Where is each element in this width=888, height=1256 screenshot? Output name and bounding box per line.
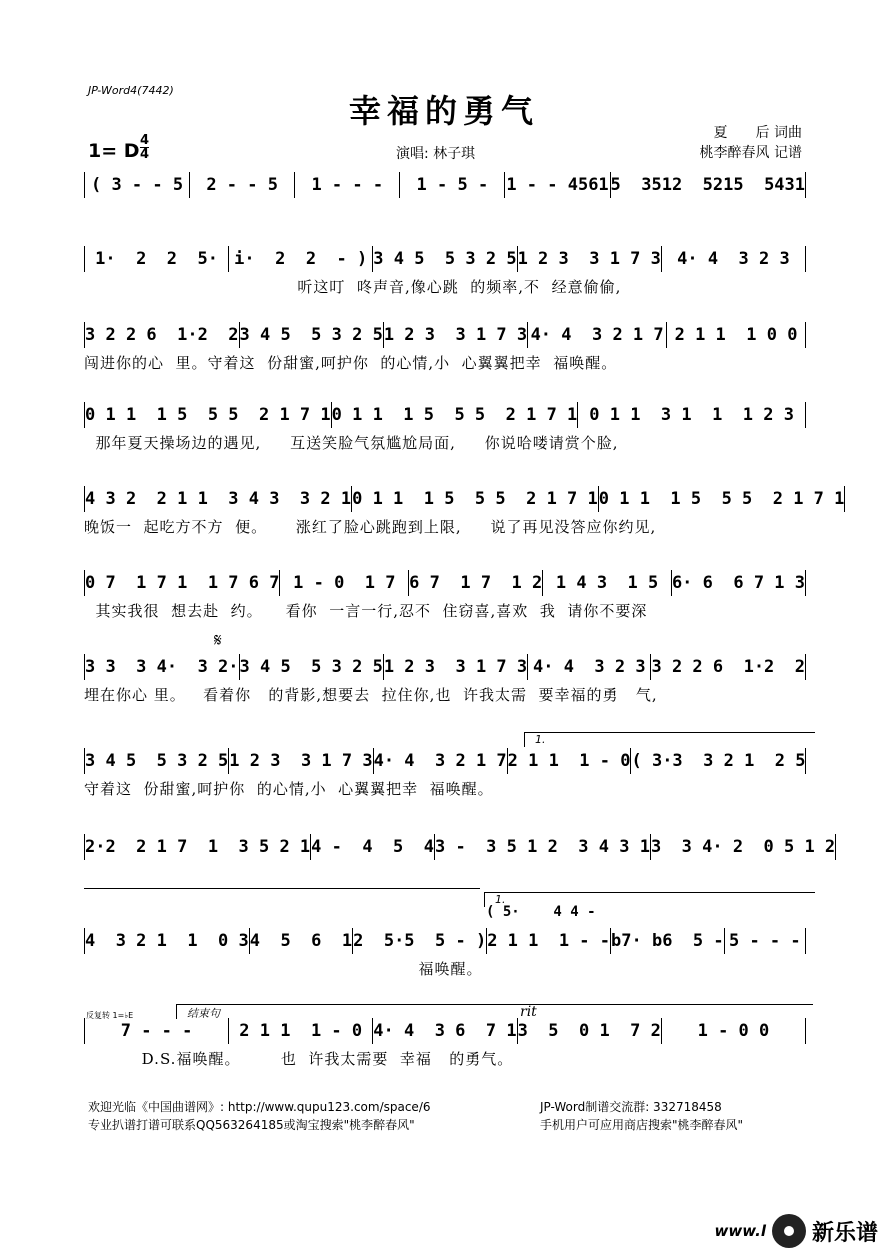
lyric-line: D.S.福唤醒。 也 许我太需要 幸福 的勇气。 [84, 1050, 514, 1068]
measure: 4· 4 3 2 1 7 [373, 751, 507, 771]
measure: 5 3512 5215 5431 [610, 175, 806, 195]
composer-credit: 夏 后 词曲 [713, 125, 802, 141]
score-row [84, 834, 836, 860]
measure: 3 4 5 5 3 2 5 [239, 657, 383, 677]
time-signature [140, 134, 149, 161]
measure: 3 3 3 4· 3 2· [85, 657, 239, 677]
score-row [84, 570, 806, 596]
measure: 4· 4 3 2 3 [677, 249, 790, 269]
logo-url: www.l [714, 1222, 766, 1240]
score-row [84, 748, 806, 774]
barline [805, 402, 806, 428]
measure: 1· 2 2 5· [95, 249, 218, 269]
footer-group: JP-Word制谱交流群: 332718458 [540, 1100, 722, 1114]
measure: 1 2 3 3 1 7 3 [383, 657, 528, 677]
measure: i· 2 2 - ) [234, 249, 368, 269]
measure: 3 4 5 5 3 2 5 [373, 249, 517, 269]
first-ending-mark: 1. [524, 732, 815, 747]
measure: 4 5 6 1 [249, 931, 353, 951]
measure: 1 - 0 0 [697, 1021, 770, 1041]
first-ending-mark-2: 1. [484, 892, 815, 907]
measure: 1 - 0 1 7 [293, 573, 396, 593]
lyric-line: 听这叮 咚声音,像心跳 的频率,不 经意偷偷, [84, 278, 622, 296]
barline [844, 486, 845, 512]
measure: 4 3 2 1 1 0 3 [85, 931, 249, 951]
lyric-line: 那年夏天操场边的遇见, 互送笑脸气氛尴尬局面, 你说哈喽请赏个脸, [84, 434, 619, 452]
measure: 0 1 1 1 5 5 5 2 1 7 1 [85, 405, 331, 425]
lyric-line: 其实我很 想去赴 约。 看你 一言一行,忍不 住窃喜,喜欢 我 请你不要深 [84, 602, 648, 620]
barline [805, 246, 806, 272]
modulation-mark: 反复转 1=♭E [86, 1011, 134, 1020]
measure: 3 2 2 6 1·2 2 [651, 657, 805, 677]
barline [835, 834, 836, 860]
measure: 3 5 0 1 7 2 [517, 1021, 661, 1041]
measure: ( 3·3 3 2 1 2 5 [631, 751, 806, 771]
lyric-line: 晚饭一 起吃方不方 便。 涨红了脸心跳跑到上限, 说了再见没答应你约见, [84, 518, 657, 536]
barline [805, 928, 806, 954]
lyric-line: 闯进你的心 里。守着这 份甜蜜,呵护你 的心情,小 心翼翼把幸 福唤醒。 [84, 354, 618, 372]
measure: 2·2 2 1 7 1 3 5 2 1 [85, 837, 311, 857]
measure: 0 7 1 7 1 1 7 6 7 [85, 573, 280, 593]
score-row [84, 654, 806, 680]
measure: 4· 4 3 6 7 1 [373, 1021, 517, 1041]
lyric-line: 埋在你心 里。 看着你 的背影,想要去 拉住你,也 许我太需 要幸福的勇 气, [84, 686, 658, 704]
measure: 1 4 3 1 5 [555, 573, 659, 593]
time-bottom: 4 [140, 147, 150, 162]
score-row [84, 172, 806, 198]
barline [805, 172, 806, 198]
measure: 1 2 3 3 1 7 3 [517, 249, 661, 269]
measure: 4 - 4 5 4 [311, 837, 434, 857]
barline [805, 654, 806, 680]
measure: 3 4 5 5 3 2 5 [239, 325, 383, 345]
measure: 3 2 2 6 1·2 2 [85, 325, 239, 345]
measure: 6 7 1 7 1 2 [409, 573, 543, 593]
site-logo [715, 1214, 878, 1248]
transcriber-credit: 桃李醉春风 记谱 [699, 145, 802, 161]
score-row [84, 402, 806, 428]
score-row [84, 1018, 806, 1044]
measure: 1 2 3 3 1 7 3 [229, 751, 373, 771]
measure: 5 - - - [728, 931, 801, 951]
measure: 0 1 1 1 5 5 5 2 1 7 1 [331, 405, 578, 425]
segno-mark: 𝄋 [214, 630, 222, 651]
measure: 4· 4 3 2 3 [533, 657, 646, 677]
measure: 0 1 1 1 5 5 5 2 1 7 1 [352, 489, 598, 509]
barline [805, 322, 806, 348]
measure: 7 - - - [120, 1021, 193, 1041]
measure: 4 3 2 2 1 1 3 4 3 3 2 1 [85, 489, 352, 509]
measure: 1 2 3 3 1 7 3 [383, 325, 528, 345]
upper-voice: ( 5· 4 4 - [486, 904, 596, 920]
footer-site: 欢迎光临《中国曲谱网》: http://www.qupu123.com/space/6 [88, 1100, 431, 1114]
measure: 3 - 3 5 1 2 3 4 3 1 [435, 837, 650, 857]
coda-label: 结束句 [176, 1004, 813, 1019]
measure: 4· 4 3 2 1 7 [530, 325, 664, 345]
measure: 2 1 1 1 - 0 [507, 751, 631, 771]
lyric-line: 守着这 份甜蜜,呵护你 的心情,小 心翼翼把幸 福唤醒。 [84, 780, 494, 798]
rit-mark: rit [520, 1004, 537, 1020]
logo-text: 新乐谱 [811, 1220, 878, 1246]
singer-credit: 演唱: 林子琪 [396, 146, 476, 162]
measure: 1 - - - [311, 175, 384, 195]
measure: 6· 6 6 7 1 3 [671, 573, 805, 593]
measure: b7· b6 5 - [611, 931, 724, 951]
measure: 2 - - 5 [206, 175, 278, 195]
measure: ( 3 - - 5 [90, 175, 184, 195]
score-row [84, 322, 806, 348]
staff-rule [84, 888, 480, 889]
footer-mobile: 手机用户可应用商店搜索"桃李醉春风" [540, 1118, 744, 1132]
measure: 3 3 4· 2 0 5 1 2 [650, 837, 836, 857]
time-top: 4 [140, 133, 150, 148]
measure: 2 1 1 1 - 0 [239, 1021, 363, 1041]
measure: 2 1 1 1 - - [487, 931, 611, 951]
footer-contact: 专业扒谱打谱可联系QQ563264185或淘宝搜索"桃李醉春风" [88, 1118, 415, 1132]
lyric-line: 福唤醒。 [84, 960, 483, 978]
barline [805, 1018, 806, 1044]
measure: 2 5·5 5 - ) [353, 931, 487, 951]
measure: 1 - 5 - [416, 175, 489, 195]
measure: 2 1 1 1 0 0 [674, 325, 798, 345]
score-row [84, 486, 845, 512]
barline [805, 748, 806, 774]
software-label: JP-Word4(7442) [88, 84, 174, 97]
barline [805, 570, 806, 596]
score-row [84, 928, 806, 954]
disc-icon [772, 1214, 806, 1248]
score-row [84, 246, 806, 272]
measure: 3 4 5 5 3 2 5 [85, 751, 229, 771]
key-signature: 1= D [88, 140, 140, 162]
song-title: 幸福的勇气 [348, 92, 539, 130]
measure: 1 - - 4561 [506, 175, 609, 195]
measure: 0 1 1 3 1 1 1 2 3 [589, 405, 794, 425]
measure: 0 1 1 1 5 5 5 2 1 7 1 [598, 489, 845, 509]
